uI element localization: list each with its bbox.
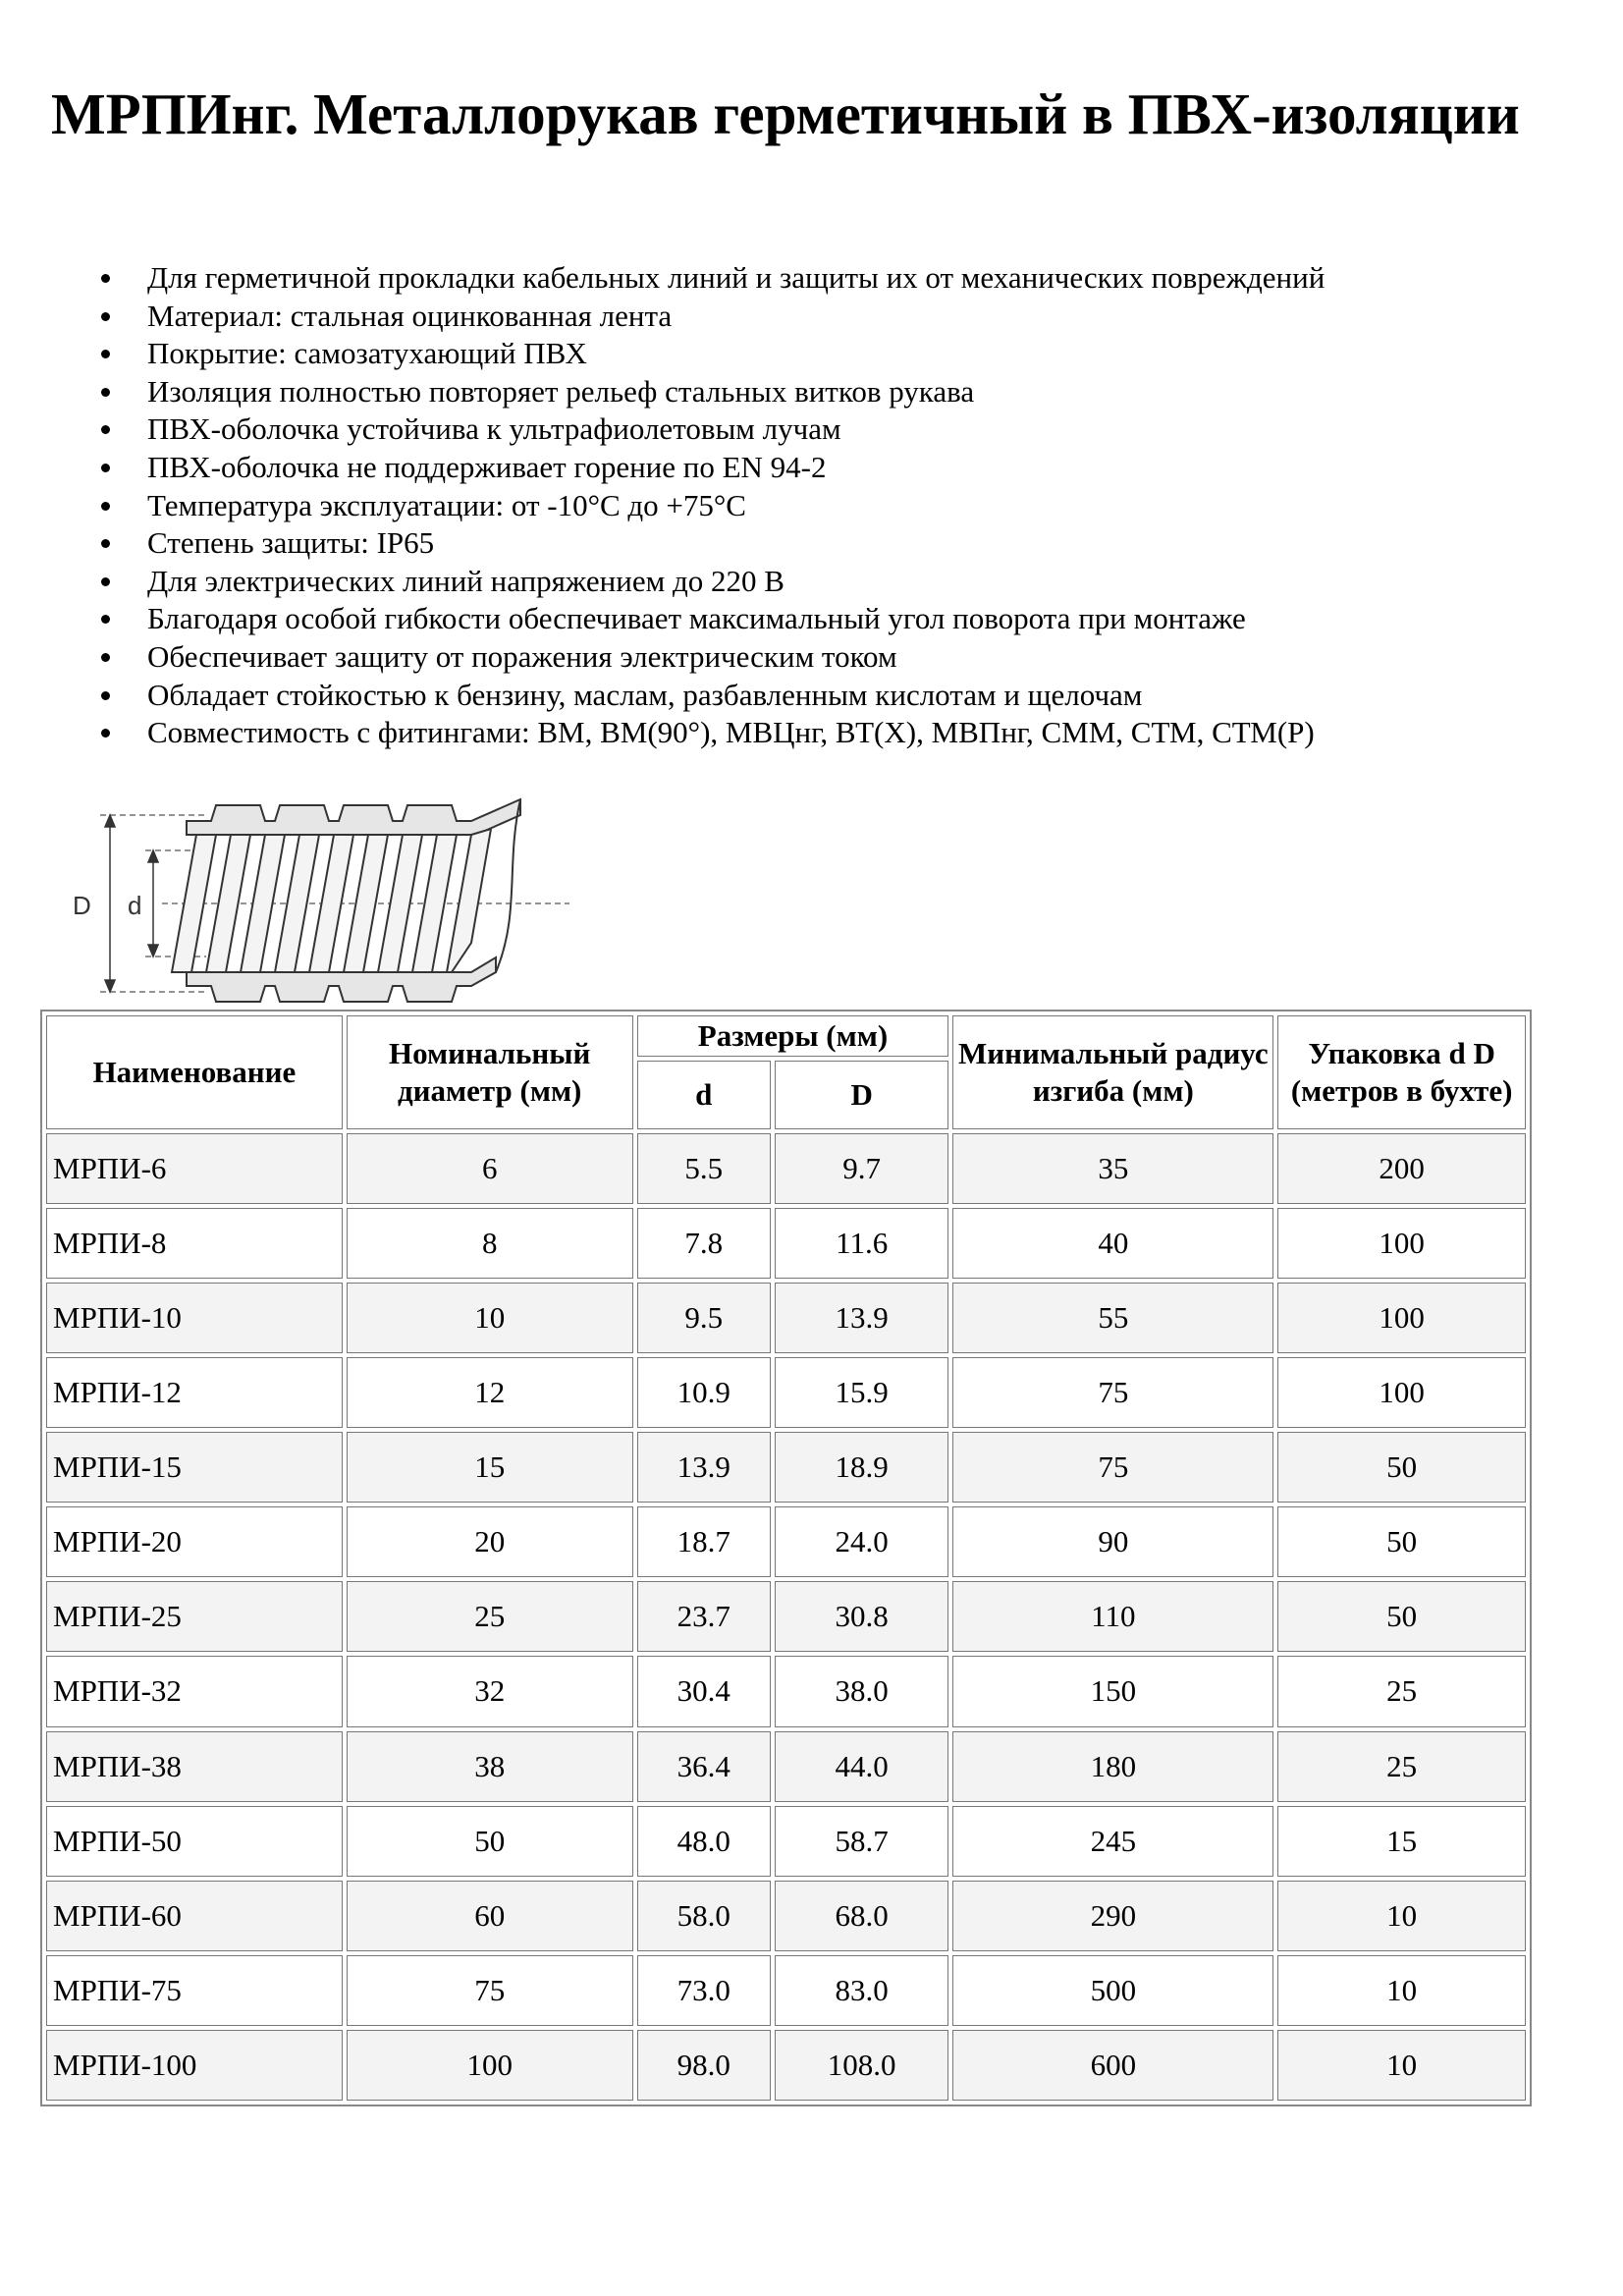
list-item-text: Обеспечивает защиту от поражения электрическим током <box>147 638 897 674</box>
cell-nominal: 25 <box>347 1581 633 1652</box>
cell-d: 9.5 <box>637 1283 771 1353</box>
cell-radius: 600 <box>952 2030 1273 2101</box>
list-item <box>96 677 1325 715</box>
cell-name: МРПИ-32 <box>46 1656 343 1726</box>
label-outer-diameter: D <box>73 891 91 920</box>
list-item-text: Изоляция полностью повторяет рельеф стальных витков рукава <box>147 373 975 409</box>
list-item-text: Для электрических линий напряжением до 220 В <box>147 563 784 598</box>
cell-pack: 10 <box>1277 1955 1526 2026</box>
cell-D: 18.9 <box>775 1432 948 1503</box>
bullet-icon <box>101 464 110 472</box>
cell-D: 68.0 <box>775 1881 948 1951</box>
cell-D: 13.9 <box>775 1283 948 1353</box>
cell-d: 36.4 <box>637 1731 771 1802</box>
list-item <box>96 335 1325 373</box>
cell-pack: 200 <box>1277 1133 1526 1204</box>
cell-d: 73.0 <box>637 1955 771 2026</box>
column-header-nominal-diameter: Номинальный диаметр (мм) <box>347 1015 633 1129</box>
list-item <box>96 373 1325 411</box>
cell-name: МРПИ-25 <box>46 1581 343 1652</box>
table-row <box>46 1806 1526 1877</box>
cell-nominal: 12 <box>347 1357 633 1428</box>
list-item <box>96 259 1325 298</box>
cell-d: 58.0 <box>637 1881 771 1951</box>
cell-radius: 245 <box>952 1806 1273 1877</box>
bullet-icon <box>101 425 110 434</box>
cell-D: 58.7 <box>775 1806 948 1877</box>
list-item-text: Обладает стойкостью к бензину, маслам, разбавленным кислотам и щелочам <box>147 677 1143 712</box>
column-header-sizes: Размеры (мм) <box>637 1015 949 1057</box>
cell-nominal: 100 <box>347 2030 633 2101</box>
cell-radius: 75 <box>952 1432 1273 1503</box>
list-item-text: Благодаря особой гибкости обеспечивает максимальный угол поворота при монтаже <box>147 601 1246 636</box>
cell-name: МРПИ-8 <box>46 1208 343 1279</box>
list-item <box>96 298 1325 336</box>
helical-windings <box>172 829 491 972</box>
cell-pack: 25 <box>1277 1656 1526 1726</box>
list-item <box>96 449 1325 487</box>
list-item-text: Совместимость с фитингами: ВМ, ВМ(90°), МВЦнг, ВТ(Х), МВПнг, СММ, СТМ, СТМ(Р) <box>147 715 1315 750</box>
column-header-outer-diameter: D <box>775 1061 948 1129</box>
cell-name: МРПИ-60 <box>46 1881 343 1951</box>
list-item-text: Материал: стальная оцинкованная лента <box>147 298 673 333</box>
cell-nominal: 10 <box>347 1283 633 1353</box>
cell-name: МРПИ-6 <box>46 1133 343 1204</box>
cell-nominal: 20 <box>347 1506 633 1577</box>
table-row <box>46 1432 1526 1503</box>
cell-D: 108.0 <box>775 2030 948 2101</box>
table-row <box>46 1208 1526 1279</box>
table-row <box>46 2030 1526 2101</box>
cell-D: 38.0 <box>775 1656 948 1726</box>
bullet-icon <box>101 312 110 321</box>
table-row <box>46 1133 1526 1204</box>
cell-pack: 25 <box>1277 1731 1526 1802</box>
list-item <box>96 524 1325 563</box>
cell-pack: 50 <box>1277 1506 1526 1577</box>
specifications-table <box>40 1010 1532 2106</box>
list-item-text: ПВХ-оболочка не поддерживает горение по EN 94-2 <box>147 449 827 484</box>
cell-nominal: 15 <box>347 1432 633 1503</box>
bullet-icon <box>101 653 110 662</box>
cell-d: 48.0 <box>637 1806 771 1877</box>
cell-pack: 100 <box>1277 1208 1526 1279</box>
cell-d: 30.4 <box>637 1656 771 1726</box>
cell-name: МРПИ-20 <box>46 1506 343 1577</box>
cell-nominal: 50 <box>347 1806 633 1877</box>
cell-pack: 50 <box>1277 1581 1526 1652</box>
cell-name: МРПИ-50 <box>46 1806 343 1877</box>
list-item <box>96 410 1325 449</box>
list-item <box>96 714 1325 752</box>
bullet-icon <box>101 502 110 511</box>
cell-name: МРПИ-12 <box>46 1357 343 1428</box>
table-row <box>46 1581 1526 1652</box>
cell-d: 10.9 <box>637 1357 771 1428</box>
cell-D: 24.0 <box>775 1506 948 1577</box>
cell-nominal: 6 <box>347 1133 633 1204</box>
cell-name: МРПИ-10 <box>46 1283 343 1353</box>
cell-radius: 110 <box>952 1581 1273 1652</box>
cell-pack: 50 <box>1277 1432 1526 1503</box>
cell-name: МРПИ-100 <box>46 2030 343 2101</box>
cell-D: 44.0 <box>775 1731 948 1802</box>
cell-radius: 35 <box>952 1133 1273 1204</box>
cell-pack: 10 <box>1277 2030 1526 2101</box>
column-header-min-bend-radius: Минимальный радиус изгиба (мм) <box>952 1015 1273 1129</box>
feature-list <box>96 259 1325 752</box>
list-item-text: Степень защиты: IP65 <box>147 525 435 561</box>
column-header-packaging: Упаковка d D (метров в бухте) <box>1277 1015 1526 1129</box>
list-item-text: Для герметичной прокладки кабельных линий и защиты их от механических повреждений <box>147 260 1325 295</box>
page-title: МРПИнг. Металлорукав герметичный в ПВХ-изоляции <box>51 82 1520 146</box>
cell-name: МРПИ-75 <box>46 1955 343 2026</box>
label-inner-diameter: d <box>128 891 142 920</box>
bullet-icon <box>101 577 110 586</box>
cell-pack: 100 <box>1277 1357 1526 1428</box>
hose-cross-section-diagram <box>59 795 609 1011</box>
cell-radius: 290 <box>952 1881 1273 1951</box>
table-row <box>46 1881 1526 1951</box>
column-header-inner-diameter: d <box>637 1061 771 1129</box>
cell-pack: 15 <box>1277 1806 1526 1877</box>
list-item <box>96 563 1325 601</box>
table-row <box>46 1955 1526 2026</box>
cell-nominal: 38 <box>347 1731 633 1802</box>
cell-nominal: 60 <box>347 1881 633 1951</box>
table-row <box>46 1506 1526 1577</box>
list-item-text: ПВХ-оболочка устойчива к ультрафиолетовым лучам <box>147 411 841 447</box>
cell-D: 15.9 <box>775 1357 948 1428</box>
table-row <box>46 1656 1526 1726</box>
list-item-text: Температура эксплуатации: от -10°C до +75°C <box>147 487 746 522</box>
cell-nominal: 32 <box>347 1656 633 1726</box>
bullet-icon <box>101 691 110 700</box>
cell-pack: 100 <box>1277 1283 1526 1353</box>
bullet-icon <box>101 274 110 283</box>
cell-name: МРПИ-38 <box>46 1731 343 1802</box>
table-row <box>46 1283 1526 1353</box>
cell-radius: 75 <box>952 1357 1273 1428</box>
list-item <box>96 487 1325 525</box>
bullet-icon <box>101 615 110 624</box>
cell-D: 83.0 <box>775 1955 948 2026</box>
list-item-text: Покрытие: самозатухающий ПВХ <box>147 336 587 371</box>
cell-D: 11.6 <box>775 1208 948 1279</box>
cell-pack: 10 <box>1277 1881 1526 1951</box>
cell-d: 18.7 <box>637 1506 771 1577</box>
cell-nominal: 75 <box>347 1955 633 2026</box>
cell-radius: 180 <box>952 1731 1273 1802</box>
cell-d: 98.0 <box>637 2030 771 2101</box>
cell-radius: 40 <box>952 1208 1273 1279</box>
cell-radius: 55 <box>952 1283 1273 1353</box>
cell-name: МРПИ-15 <box>46 1432 343 1503</box>
cell-radius: 150 <box>952 1656 1273 1726</box>
cell-D: 9.7 <box>775 1133 948 1204</box>
table-row <box>46 1731 1526 1802</box>
cell-d: 13.9 <box>637 1432 771 1503</box>
column-header-name: Наименование <box>46 1015 343 1129</box>
cell-radius: 90 <box>952 1506 1273 1577</box>
bullet-icon <box>101 729 110 738</box>
cell-nominal: 8 <box>347 1208 633 1279</box>
bullet-icon <box>101 539 110 548</box>
list-item <box>96 600 1325 638</box>
cell-d: 23.7 <box>637 1581 771 1652</box>
bullet-icon <box>101 350 110 358</box>
cell-d: 5.5 <box>637 1133 771 1204</box>
cell-radius: 500 <box>952 1955 1273 2026</box>
list-item <box>96 638 1325 677</box>
table-row <box>46 1357 1526 1428</box>
bullet-icon <box>101 388 110 397</box>
cell-D: 30.8 <box>775 1581 948 1652</box>
cell-d: 7.8 <box>637 1208 771 1279</box>
